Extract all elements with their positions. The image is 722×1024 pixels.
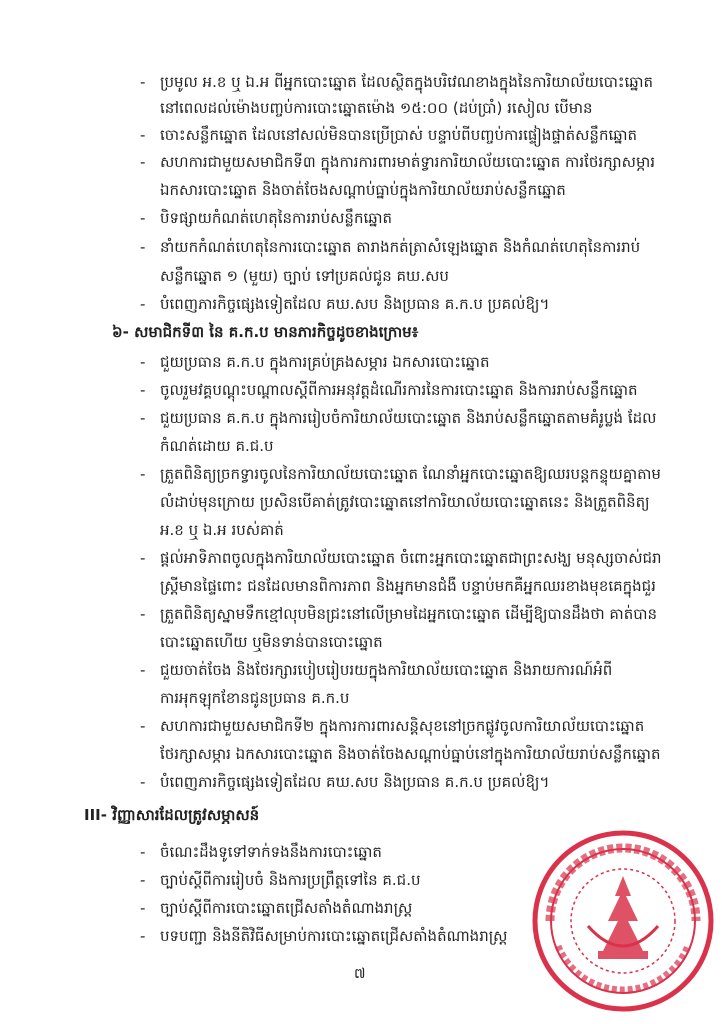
bullet-dash: - <box>140 927 146 945</box>
official-seal <box>528 826 718 1016</box>
section-heading: III- វិញ្ញាសារដែលត្រូវសម្ភាសន៍ <box>84 806 260 824</box>
bullet-dash: - <box>140 549 146 567</box>
bullet-dash: - <box>140 871 146 889</box>
bullet-dash: - <box>140 843 146 861</box>
list-item-line: ឯកសារបោះឆ្នោត និងចាត់ចែងសណ្តាប់ធ្នាប់ក្នុងការិយាល័យរាប់សន្លឹកឆ្នោត <box>160 181 566 199</box>
list-item-line: ជួយប្រធាន គ.ក.ប ក្នុងការគ្រប់គ្រងសម្ភារ ឯកសារបោះឆ្នោត <box>160 353 490 371</box>
bullet-dash: - <box>140 409 146 427</box>
bullet-dash: - <box>140 605 146 623</box>
list-item-line: ជួយប្រធាន គ.ក.ប ក្នុងការរៀបចំការិយាល័យបោះឆ្នោត និងរាប់សន្លឹកឆ្នោតតាមគំរូប្លង់ ដែល <box>160 409 657 427</box>
list-item-line: ថែរក្សាសម្ភារ ឯកសារបោះឆ្នោត និងចាត់ចែងសណ្តាប់ធ្នាប់នៅក្នុងការិយាល័យរាប់សន្លឹកឆ្នោត <box>160 745 661 763</box>
bullet-dash: - <box>140 661 146 679</box>
bullet-dash: - <box>140 773 146 791</box>
list-item-line: ជួយចាត់ចែង និងថែរក្សារបៀបរៀបរយក្នុងការិយាល័យបោះឆ្នោត និងរាយការណ៍អំពី <box>160 661 613 679</box>
bullet-dash: - <box>140 238 146 256</box>
list-item-line: ស្ត្រីមានផ្ទៃពោះ ជនដែលមានពិការភាព និងអ្នកមានជំងឺ បន្ទាប់មកគឺអ្នកឈរខាងមុខគេក្នុងជួរ <box>160 577 656 595</box>
list-item-line: បទបញ្ជា និងនីតិវិធីសម្រាប់ការបោះឆ្នោតជ្រើសតាំងតំណាងរាស្ត្រ <box>160 927 508 945</box>
list-item-line: នៅពេលដល់ម៉ោងបញ្ចប់ការបោះឆ្នោតម៉ោង ១៥:០០ (ដប់ប្រាំ) រសៀល បើមាន <box>160 99 593 117</box>
list-item-line: ចំណេះដឹងទូទៅទាក់ទងនឹងការបោះឆ្នោត <box>160 843 382 861</box>
bullet-dash: - <box>140 381 146 399</box>
bullet-dash: - <box>140 295 146 313</box>
bullet-dash: - <box>140 73 146 91</box>
bullet-dash: - <box>140 209 146 227</box>
list-item-line: បិទផ្សាយកំណត់ហេតុនៃការរាប់សន្លឹកឆ្នោត <box>160 209 393 227</box>
list-item-line: ផ្តល់អាទិភាពចូលក្នុងការិយាល័យបោះឆ្នោត ចំពោះអ្នកបោះឆ្នោតជាព្រះសង្ឃ មនុស្សចាស់ជរា <box>160 549 662 567</box>
list-item-line: ត្រួតពិនិត្យច្រកទ្វារចូលនៃការិយាល័យបោះឆ្នោត ណែនាំអ្នកបោះឆ្នោតឱ្យឈរបន្តកន្ទុយគ្នាតាម <box>160 465 661 483</box>
list-item-line: អ.ខ ឬ ឯ.អ របស់គាត់ <box>160 521 284 539</box>
list-item-line: ការអុកឡុកខែានជូនប្រធាន គ.ក.ប <box>160 689 350 707</box>
list-item-line: ប្រមូល អ.ខ ឬ ឯ.អ ពីអ្នកបោះឆ្នោត ដែលស្ថិតក្នុងបរិវេណខាងក្នុងនៃការិយាល័យបោះឆ្នោត <box>160 73 654 91</box>
list-item-line: លំដាប់មុនក្រោយ ប្រសិនបើគាត់ត្រូវបោះឆ្នោតនៅការិយាល័យបោះឆ្នោតនេះ និងត្រួតពិនិត្យ <box>160 493 650 511</box>
bullet-dash: - <box>140 465 146 483</box>
section-heading: ៦- សមាជិកទី៣ នៃ គ.ក.ប មានភារកិច្ចដូចខាងក្រោម៖ <box>112 323 419 341</box>
list-item-line: សហការជាមួយសមាជិកទី៣ ក្នុងការការពារមាត់ទ្វារការិយាល័យបោះឆ្នោត ការថែរក្សាសម្ភារ <box>160 153 655 171</box>
bullet-dash: - <box>140 153 146 171</box>
list-item-line: ចោះសន្លឹកឆ្នោត ដែលនៅសល់មិនបានប្រើប្រាស់ បន្ទាប់ពីបញ្ចប់ការផ្ទៀងផ្ទាត់សន្លឹកឆ្នោត <box>160 126 638 144</box>
bullet-dash: - <box>140 717 146 735</box>
list-item-line: ត្រួតពិនិត្យស្នាមទឹកខ្មៅលុបមិនជ្រះនៅលើម្រាមដៃអ្នកបោះឆ្នោត ដើម្បីឱ្យបានដឹងថា គាត់បាន <box>160 605 658 623</box>
page-number: ៧ <box>354 966 366 982</box>
list-item-line: ចូលរួមវគ្គបណ្តុះបណ្តាលស្តីពីការអនុវត្តដំណើរការនៃការបោះឆ្នោត និងការរាប់សន្លឹកឆ្នោត <box>160 381 638 399</box>
list-item-line: បោះឆ្នោតហើយ ឬមិនទាន់បានបោះឆ្នោត <box>160 633 383 651</box>
list-item-line: បំពេញភារកិច្ចផ្សេងទៀតដែល គឃ.សប និងប្រធាន គ.ក.ប ប្រគល់ឱ្យ។ <box>160 773 550 791</box>
list-item-line: សហការជាមួយសមាជិកទី២ ក្នុងការការពារសន្តិសុខនៅច្រកផ្លូវចូលការិយាល័យបោះឆ្នោត <box>160 717 645 735</box>
list-item-line: នាំយកកំណត់ហេតុនៃការបោះឆ្នោត តារាងកត់ត្រាសំឡេងឆ្នោត និងកំណត់ហេតុនៃការរាប់ <box>160 238 641 256</box>
list-item-line: ច្បាប់ស្តីពីការរៀបចំ និងការប្រព្រឹត្តទៅនៃ គ.ជ.ប <box>160 871 421 889</box>
bullet-dash: - <box>140 899 146 917</box>
bullet-dash: - <box>140 126 146 144</box>
list-item-line: ច្បាប់ស្តីពីការបោះឆ្នោតជ្រើសតាំងតំណាងរាស្ត្រ <box>160 899 413 917</box>
list-item-line: សន្លឹកឆ្នោត ១ (មួយ) ច្បាប់ ទៅប្រគល់ជូន គឃ.សប <box>160 267 449 285</box>
list-item-line: កំណត់ដោយ គ.ជ.ប <box>160 437 274 455</box>
bullet-dash: - <box>140 353 146 371</box>
list-item-line: បំពេញភារកិច្ចផ្សេងទៀតដែល គឃ.សប និងប្រធាន គ.ក.ប ប្រគល់ឱ្យ។ <box>160 295 550 313</box>
